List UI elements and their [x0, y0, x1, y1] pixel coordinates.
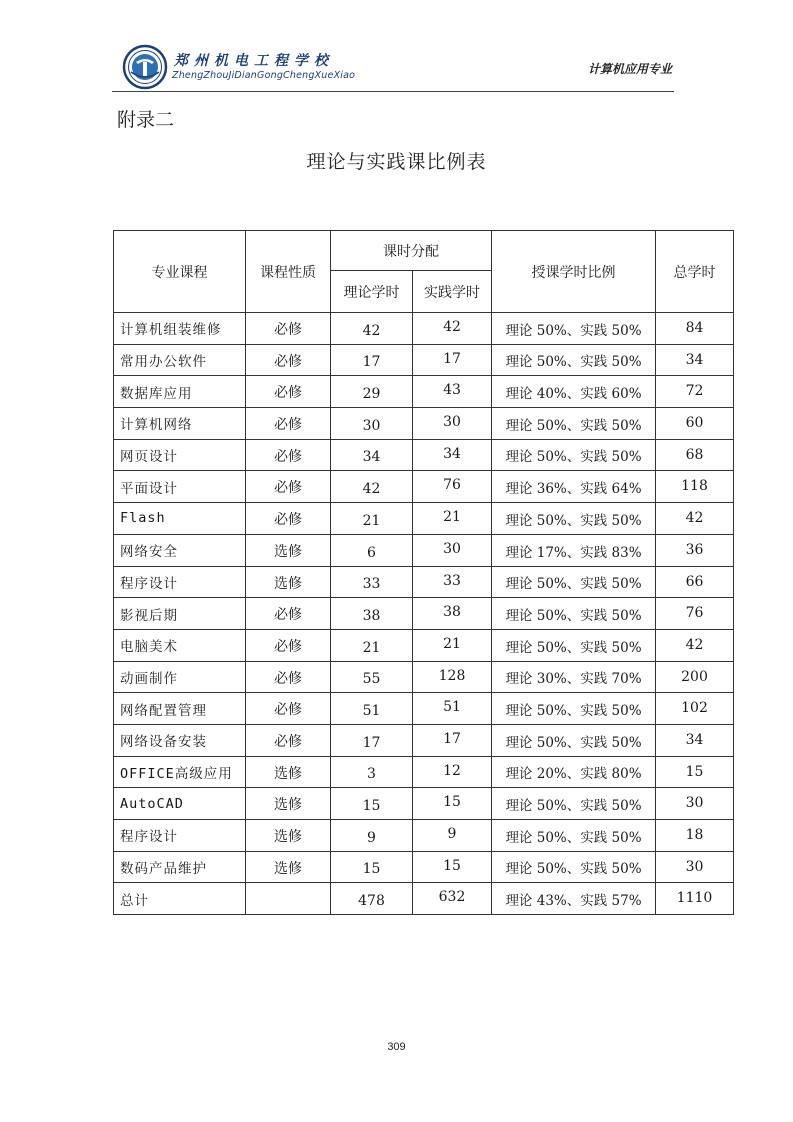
- theory-hours-cell: 478: [331, 883, 413, 915]
- theory-hours-cell: 15: [331, 851, 413, 883]
- course-cell: OFFICE高级应用: [114, 756, 246, 788]
- table-row: [114, 344, 734, 376]
- ratio-cell: 理论 50%、实践 50%: [492, 439, 656, 471]
- table-row: [114, 851, 734, 883]
- table-row: [114, 661, 734, 693]
- type-cell: 必修: [246, 693, 331, 725]
- course-cell: 网络配置管理: [114, 693, 246, 725]
- table-row: [114, 503, 734, 535]
- theory-hours-cell: 38: [331, 598, 413, 630]
- total-hours-cell: 1110: [656, 883, 734, 915]
- type-cell: 必修: [246, 724, 331, 756]
- header-ratio: 授课学时比例: [492, 231, 656, 313]
- type-cell: 必修: [246, 376, 331, 408]
- total-hours-cell: 200: [656, 661, 734, 693]
- theory-hours-cell: 51: [331, 693, 413, 725]
- table-body: [114, 313, 734, 915]
- header-divider: [112, 91, 674, 92]
- course-cell: 总计: [114, 883, 246, 915]
- school-name-cn: 郑州机电工程学校: [174, 53, 334, 69]
- course-cell: 数据库应用: [114, 376, 246, 408]
- type-cell: 必修: [246, 344, 331, 376]
- course-cell: 动画制作: [114, 661, 246, 693]
- table-header-row: [114, 231, 734, 271]
- type-cell: 必修: [246, 471, 331, 503]
- ratio-cell: 理论 50%、实践 50%: [492, 788, 656, 820]
- type-cell: 选修: [246, 756, 331, 788]
- ratio-cell: 理论 17%、实践 83%: [492, 534, 656, 566]
- practice-hours-cell: 42: [413, 313, 492, 345]
- theory-hours-cell: 3: [331, 756, 413, 788]
- ratio-cell: 理论 36%、实践 64%: [492, 471, 656, 503]
- course-cell: 网络设备安装: [114, 724, 246, 756]
- ratio-cell: 理论 40%、实践 60%: [492, 376, 656, 408]
- course-cell: 数码产品维护: [114, 851, 246, 883]
- ratio-cell: 理论 50%、实践 50%: [492, 629, 656, 661]
- theory-hours-cell: 29: [331, 376, 413, 408]
- type-cell: 选修: [246, 851, 331, 883]
- total-hours-cell: 66: [656, 566, 734, 598]
- theory-hours-cell: 21: [331, 503, 413, 535]
- table-row: [114, 693, 734, 725]
- table-row: [114, 471, 734, 503]
- page-title: 理论与实践课比例表: [306, 151, 487, 173]
- table-row: [114, 724, 734, 756]
- table-row: [114, 313, 734, 345]
- total-hours-cell: 68: [656, 439, 734, 471]
- total-hours-cell: 30: [656, 851, 734, 883]
- ratio-cell: 理论 50%、实践 50%: [492, 851, 656, 883]
- ratio-cell: 理论 20%、实践 80%: [492, 756, 656, 788]
- ratio-cell: 理论 30%、实践 70%: [492, 661, 656, 693]
- course-cell: AutoCAD: [114, 788, 246, 820]
- practice-hours-cell: 17: [413, 724, 492, 756]
- course-cell: 计算机网络: [114, 408, 246, 440]
- type-cell: 必修: [246, 661, 331, 693]
- theory-hours-cell: 17: [331, 724, 413, 756]
- course-cell: Flash: [114, 503, 246, 535]
- header-type: 课程性质: [246, 231, 331, 313]
- theory-hours-cell: 17: [331, 344, 413, 376]
- ratio-cell: 理论 50%、实践 50%: [492, 598, 656, 630]
- header-theory: 理论学时: [331, 271, 413, 313]
- table-row: [114, 756, 734, 788]
- type-cell: 选修: [246, 820, 331, 852]
- theory-hours-cell: 33: [331, 566, 413, 598]
- theory-hours-cell: 15: [331, 788, 413, 820]
- table-row: [114, 629, 734, 661]
- type-cell: 必修: [246, 439, 331, 471]
- page-header: [112, 40, 674, 92]
- type-cell: 必修: [246, 503, 331, 535]
- page-number: 309: [387, 1041, 406, 1053]
- header-practice: 实践学时: [413, 271, 492, 313]
- department-label: 计算机应用专业: [587, 62, 672, 76]
- theory-hours-cell: 30: [331, 408, 413, 440]
- table-row: [114, 566, 734, 598]
- total-hours-cell: 34: [656, 724, 734, 756]
- ratio-cell: 理论 50%、实践 50%: [492, 503, 656, 535]
- type-cell: 必修: [246, 629, 331, 661]
- theory-hours-cell: 9: [331, 820, 413, 852]
- practice-hours-cell: 34: [413, 439, 492, 471]
- course-cell: 程序设计: [114, 566, 246, 598]
- type-cell: 必修: [246, 408, 331, 440]
- total-hours-cell: 36: [656, 534, 734, 566]
- total-hours-cell: 118: [656, 471, 734, 503]
- ratio-cell: 理论 43%、实践 57%: [492, 883, 656, 915]
- theory-hours-cell: 6: [331, 534, 413, 566]
- table-row: [114, 598, 734, 630]
- total-hours-cell: 76: [656, 598, 734, 630]
- total-hours-cell: 84: [656, 313, 734, 345]
- theory-hours-cell: 21: [331, 629, 413, 661]
- table-row: [114, 820, 734, 852]
- practice-hours-cell: 128: [413, 661, 492, 693]
- course-cell: 平面设计: [114, 471, 246, 503]
- type-cell: 选修: [246, 534, 331, 566]
- practice-hours-cell: 21: [413, 503, 492, 535]
- header-total: 总学时: [656, 231, 734, 313]
- table-row: [114, 883, 734, 915]
- type-cell: 选修: [246, 566, 331, 598]
- type-cell: 选修: [246, 788, 331, 820]
- total-hours-cell: 30: [656, 788, 734, 820]
- theory-hours-cell: 55: [331, 661, 413, 693]
- table-row: [114, 376, 734, 408]
- total-hours-cell: 102: [656, 693, 734, 725]
- course-cell: 计算机组装维修: [114, 313, 246, 345]
- table-row: [114, 408, 734, 440]
- school-logo-icon: [122, 44, 168, 90]
- course-cell: 程序设计: [114, 820, 246, 852]
- practice-hours-cell: 17: [413, 344, 492, 376]
- practice-hours-cell: 38: [413, 598, 492, 630]
- total-hours-cell: 42: [656, 629, 734, 661]
- total-hours-cell: 15: [656, 756, 734, 788]
- school-name-en: ZhengZhouJiDianGongChengXueXiao: [172, 70, 356, 81]
- theory-hours-cell: 42: [331, 313, 413, 345]
- table-row: [114, 439, 734, 471]
- ratio-cell: 理论 50%、实践 50%: [492, 724, 656, 756]
- total-hours-cell: 34: [656, 344, 734, 376]
- total-hours-cell: 18: [656, 820, 734, 852]
- ratio-cell: 理论 50%、实践 50%: [492, 820, 656, 852]
- course-cell: 电脑美术: [114, 629, 246, 661]
- ratio-cell: 理论 50%、实践 50%: [492, 693, 656, 725]
- practice-hours-cell: 21: [413, 629, 492, 661]
- practice-hours-cell: 76: [413, 471, 492, 503]
- total-hours-cell: 42: [656, 503, 734, 535]
- practice-hours-cell: 632: [413, 883, 492, 915]
- appendix-label: 附录二: [117, 109, 175, 131]
- ratio-cell: 理论 50%、实践 50%: [492, 408, 656, 440]
- practice-hours-cell: 12: [413, 756, 492, 788]
- total-hours-cell: 72: [656, 376, 734, 408]
- ratio-cell: 理论 50%、实践 50%: [492, 344, 656, 376]
- practice-hours-cell: 33: [413, 566, 492, 598]
- practice-hours-cell: 30: [413, 408, 492, 440]
- type-cell: 必修: [246, 313, 331, 345]
- practice-hours-cell: 15: [413, 788, 492, 820]
- course-cell: 网络安全: [114, 534, 246, 566]
- total-hours-cell: 60: [656, 408, 734, 440]
- course-cell: 网页设计: [114, 439, 246, 471]
- header-hours-split: 课时分配: [331, 231, 492, 271]
- practice-hours-cell: 15: [413, 851, 492, 883]
- type-cell: 必修: [246, 598, 331, 630]
- practice-hours-cell: 51: [413, 693, 492, 725]
- practice-hours-cell: 9: [413, 820, 492, 852]
- ratio-cell: 理论 50%、实践 50%: [492, 313, 656, 345]
- practice-hours-cell: 43: [413, 376, 492, 408]
- ratio-table: [113, 230, 734, 915]
- table-row: [114, 534, 734, 566]
- course-cell: 常用办公软件: [114, 344, 246, 376]
- type-cell: [246, 883, 331, 915]
- table-row: [114, 788, 734, 820]
- header-course: 专业课程: [114, 231, 246, 313]
- course-cell: 影视后期: [114, 598, 246, 630]
- ratio-cell: 理论 50%、实践 50%: [492, 566, 656, 598]
- theory-hours-cell: 42: [331, 471, 413, 503]
- practice-hours-cell: 30: [413, 534, 492, 566]
- theory-hours-cell: 34: [331, 439, 413, 471]
